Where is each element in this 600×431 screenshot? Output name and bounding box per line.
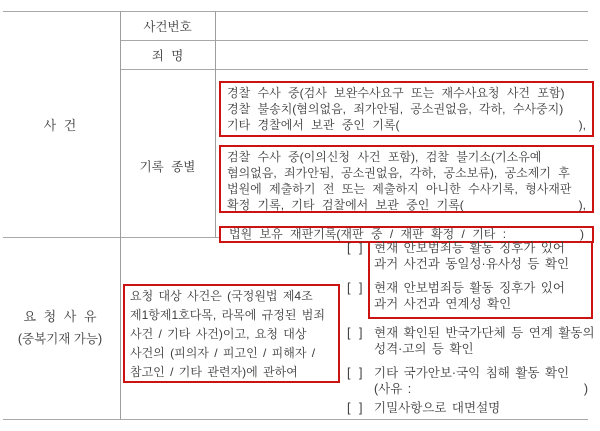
checkbox-mark-2[interactable]: [ ] <box>347 281 363 295</box>
request-reason-label-line2: (중복기재 가능) <box>17 332 103 346</box>
prosecution-records-line3: 법원에 제출하기 전 또는 제출하지 아니한 수사기록, 형사재판 <box>227 182 572 196</box>
checklist-item-1 <box>347 240 569 272</box>
checklist-item-1-line2: 과거 사건과 동일성·유사성 등 확인 <box>374 257 570 271</box>
police-records-line3-text: 기타 경찰에서 보관 중인 기록( <box>227 118 400 132</box>
police-records-line1: 경찰 수사 중(검사 보완수사요구 또는 재수사요청 사건 포함) <box>227 86 565 100</box>
checklist-item-4-line2 <box>374 381 588 397</box>
prosecution-records-line1: 검찰 수사 중(이의신청 사건 포함), 검찰 불기소(기소유예 <box>227 150 542 164</box>
crime-name-value-cell <box>215 40 588 69</box>
checklist-item-2-line1: 현재 안보범죄등 활동 징후가 있어 <box>374 281 565 295</box>
checklist-item-4 <box>347 365 588 397</box>
prosecution-records-line4-close-paren: ), <box>578 198 586 212</box>
prosecution-records-line4 <box>227 197 586 213</box>
checklist-item-3 <box>347 325 595 357</box>
checklist-item-4-close-paren: ) <box>583 382 588 396</box>
checklist-item-4-line1: 기타 국가안보·국익 침해 활동 확인 <box>374 366 570 380</box>
checklist-item-1-line1: 현재 안보범죄등 활동 징후가 있어 <box>374 241 565 255</box>
checklist-item-3-line2: 성격·고의 등 확인 <box>374 342 474 356</box>
checklist-item-2 <box>347 280 565 312</box>
request-target-line5: 참고인 / 기타 관련자)에 관하여 <box>130 365 298 379</box>
request-target-line2: 제1항제1호다목, 라목에 규정된 범죄 <box>130 308 325 322</box>
checkbox-mark-1[interactable]: [ ] <box>347 241 363 255</box>
checklist-item-2-line2: 과거 사건과 연계성 확인 <box>374 297 512 311</box>
checkbox-mark-5[interactable]: [ ] <box>347 401 363 415</box>
police-records-box <box>219 81 594 137</box>
case-section-label: 사 건 <box>43 117 77 133</box>
request-target-box <box>123 284 340 383</box>
checkbox-mark-4[interactable]: [ ] <box>347 366 363 380</box>
grid-hline-bottom <box>3 419 588 420</box>
record-type-label: 기록 종별 <box>139 160 196 174</box>
request-target-line3: 사건 / 기타 사건)이고, 요청 대상 <box>130 327 307 341</box>
checklist-item-5 <box>347 400 500 416</box>
checkbox-mark-3[interactable]: [ ] <box>347 326 363 340</box>
request-reason-label-line1: 요 청 사 유 <box>23 309 97 324</box>
police-records-line3-close-paren: ), <box>578 118 586 132</box>
checklist-item-3-line1: 현재 확인된 반국가단체 등 연계 활동의 <box>374 326 595 340</box>
case-number-label: 사건번호 <box>143 19 192 34</box>
prosecution-records-box <box>219 145 594 213</box>
checklist-item-4-reason-text: (사유 : <box>374 382 412 396</box>
court-records-close-paren: ) <box>580 227 584 241</box>
case-number-value-cell <box>215 11 588 40</box>
request-reason-label <box>0 237 120 419</box>
prosecution-records-line4-text: 확정 기록, 기타 검찰에서 보관 중인 기록( <box>227 198 464 212</box>
request-target-line4: 사건의 (피의자 / 피고인 / 피해자 / <box>130 346 316 360</box>
request-target-line1: 요청 대상 사건은 (국정원법 제4조 <box>130 289 313 303</box>
court-records-text: 법원 보유 재판기록(재판 중 / 재판 확정 / 기타 : <box>229 227 507 241</box>
police-records-line2: 경찰 불송치(혐의없음, 죄가안됨, 공소권없음, 각하, 수사중지) <box>227 102 564 116</box>
checklist-item-5-line1: 기밀사항으로 대면설명 <box>374 401 501 415</box>
prosecution-records-line2: 혐의없음, 죄가안됨, 공소권없음, 각하, 공소보류), 공소제기 후 <box>227 166 570 180</box>
crime-name-label: 죄 명 <box>151 48 184 63</box>
police-records-line3 <box>227 117 586 133</box>
